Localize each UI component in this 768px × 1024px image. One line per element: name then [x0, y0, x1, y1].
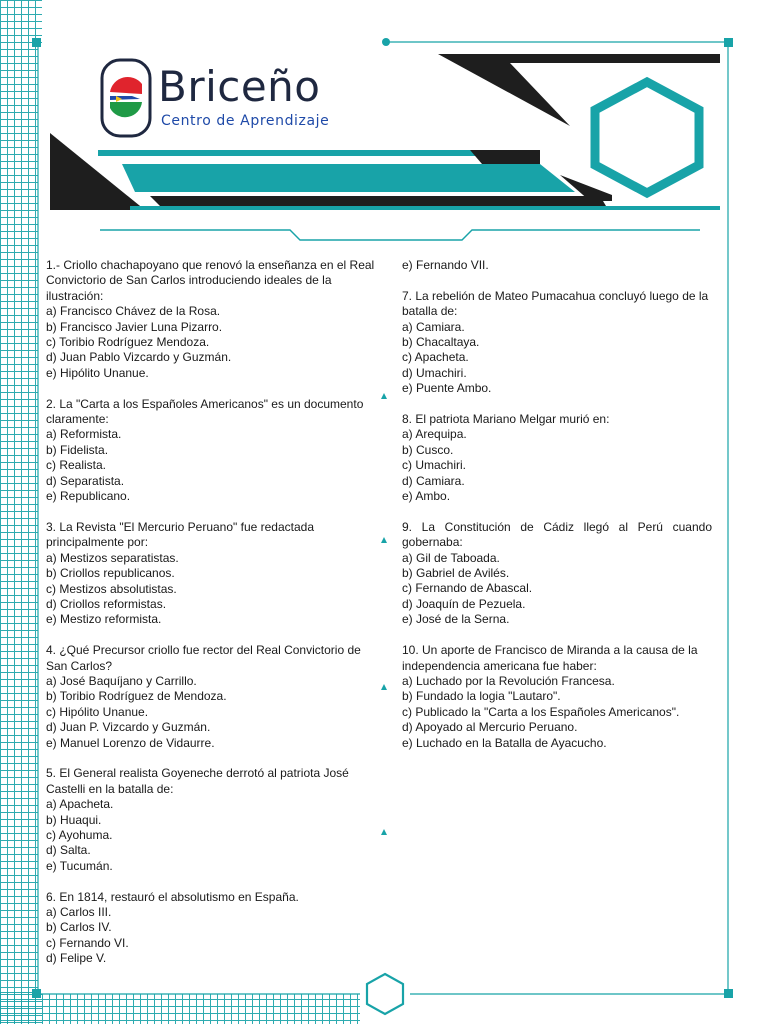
option: e) Tucumán. [46, 858, 113, 873]
logo-red-shape [110, 77, 142, 94]
question-text: 2. La "Carta a los Españoles Americanos" es un documento claramente: [46, 396, 364, 427]
header-dark-band-bottom [150, 196, 606, 206]
option: d) Joaquín de Pezuela. [402, 596, 526, 611]
option: e) Puente Ambo. [402, 381, 492, 396]
option: b) Francisco Javier Luna Pizarro. [46, 319, 223, 334]
option: c) Fernando VI. [46, 935, 129, 950]
option: e) Republicano. [46, 489, 131, 504]
header-teal-thin-line [98, 150, 478, 156]
option: c) Hipólito Unanue. [46, 704, 149, 719]
option: c) Ayohuma. [46, 827, 113, 842]
option: d) Separatista. [46, 473, 125, 488]
option: e) Luchado en la Batalla de Ayacucho. [402, 735, 607, 750]
option: d) Criollos reformistas. [46, 596, 167, 611]
question-9 [402, 520, 712, 628]
question-8 [402, 412, 712, 504]
questions-left-column [46, 258, 376, 982]
option: b) Huaqui. [46, 812, 102, 827]
option: c) Fernando de Abascal. [402, 581, 533, 596]
corner-square-top-right [724, 38, 733, 47]
brand-subtitle: Centro de Aprendizaje [161, 113, 330, 129]
option: b) Fidelista. [46, 442, 109, 457]
option: a) Carlos III. [46, 904, 112, 919]
option: c) Mestizos absolutistas. [46, 581, 177, 596]
option: b) Toribio Rodríguez de Mendoza. [46, 689, 227, 704]
option: a) José Baquíjano y Carrillo. [46, 673, 197, 688]
option: a) Arequipa. [402, 427, 467, 442]
option: b) Fundado la logia "Lautaro". [402, 689, 561, 704]
option: a) Mestizos separatistas. [46, 550, 179, 565]
option: b) Cusco. [402, 442, 454, 457]
logo-green-shape [110, 102, 142, 117]
option: d) Juan Pablo Vizcardo y Guzmán. [46, 350, 232, 365]
option: c) Toribio Rodríguez Mendoza. [46, 335, 210, 350]
question-5 [46, 766, 376, 874]
corner-square-top-left [32, 38, 41, 47]
question-text: 5. El General realista Goyeneche derrotó al patriota José Castelli en la batalla de: [46, 766, 349, 796]
question-text: 8. El patriota Mariano Melgar murió en: [402, 412, 610, 427]
frame-dot-top [382, 38, 390, 46]
option: a) Camiara. [402, 319, 465, 334]
option: d) Juan P. Vizcardo y Guzmán. [46, 720, 211, 735]
question-3 [46, 520, 376, 628]
header-teal-band [122, 164, 575, 192]
option: d) Apoyado al Mercurio Peruano. [402, 720, 578, 735]
brand-name: Briceño [158, 62, 321, 111]
option: b) Criollos republicanos. [46, 566, 175, 581]
question-4 [46, 643, 376, 751]
option: a) Francisco Chávez de la Rosa. [46, 304, 221, 319]
question-text: 4. ¿Qué Precursor criollo fue rector del Real Convictorio de San Carlos? [46, 643, 361, 673]
option: e) Fernando VII. [402, 258, 489, 272]
option: c) Umachiri. [402, 458, 467, 473]
option: d) Umachiri. [402, 365, 467, 380]
option: b) Gabriel de Avilés. [402, 566, 510, 581]
option: e) Mestizo reformista. [46, 612, 162, 627]
question-text: 1.- Criollo chachapoyano que renovó la enseñanza en el Real Convictorio de San Carlos introduciendo ideales de la ilustración: [46, 258, 375, 303]
corner-square-bottom-left [32, 989, 41, 998]
corner-square-bottom-right [724, 989, 733, 998]
option: a) Gil de Taboada. [402, 550, 500, 565]
option: c) Apacheta. [402, 350, 469, 365]
option: e) Ambo. [402, 489, 451, 504]
option: e) Manuel Lorenzo de Vidaurre. [46, 735, 215, 750]
option: d) Felipe V. [46, 951, 107, 966]
question-1 [46, 258, 376, 381]
questions-right-column [402, 258, 712, 766]
option: d) Camiara. [402, 473, 465, 488]
option: d) Salta. [46, 843, 91, 858]
question-text: 9. La Constitución de Cádiz llegó al Perú cuando gobernaba: [402, 519, 712, 550]
question-text: 10. Un aporte de Francisco de Miranda a la causa de la independencia americana fue haber: [402, 643, 698, 673]
option: a) Apacheta. [46, 797, 114, 812]
question-6 [46, 890, 376, 967]
option: a) Luchado por la Revolución Francesa. [402, 673, 615, 688]
option: b) Chacaltaya. [402, 335, 480, 350]
option: e) Hipólito Unanue. [46, 365, 149, 380]
question-text: 6. En 1814, restauró el absolutismo en España. [46, 889, 299, 904]
question-2 [46, 397, 376, 505]
option: a) Reformista. [46, 427, 122, 442]
question-text: 7. La rebelión de Mateo Pumacahua concluyó luego de la batalla de: [402, 288, 709, 319]
question-text: 3. La Revista "El Mercurio Peruano" fue redactada principalmente por: [46, 519, 314, 550]
option: c) Realista. [46, 458, 107, 473]
question-7 [402, 289, 712, 397]
option: c) Publicado la "Carta a los Españoles Americanos". [402, 704, 680, 719]
option: e) José de la Serna. [402, 612, 510, 627]
option: b) Carlos IV. [46, 920, 112, 935]
question-10 [402, 643, 712, 751]
question-6-continuation [402, 258, 712, 273]
